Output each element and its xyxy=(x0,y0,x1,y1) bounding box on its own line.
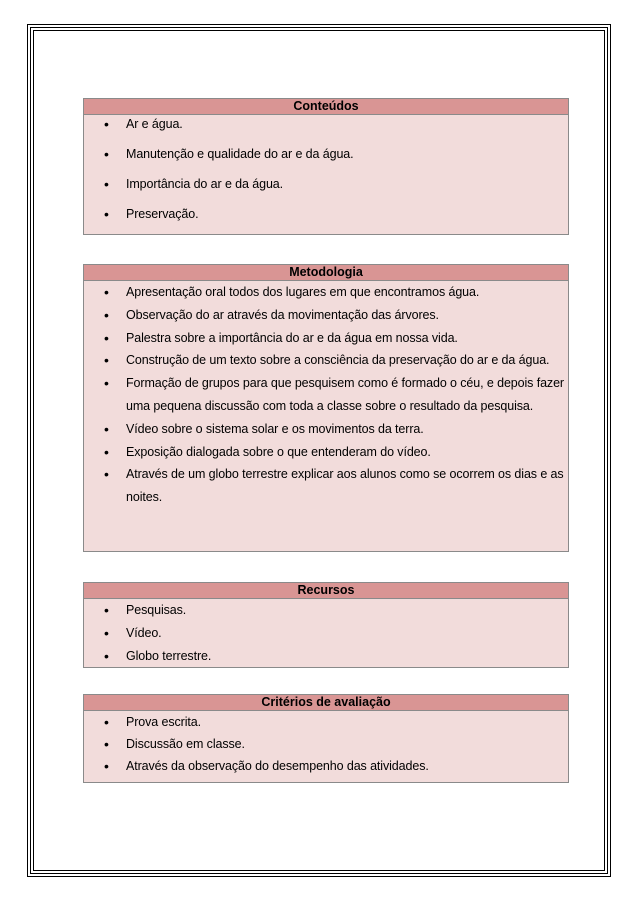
bullet-icon: • xyxy=(104,443,109,460)
list-item-text: Manutenção e qualidade do ar e da água. xyxy=(126,147,354,161)
list-item xyxy=(84,733,568,755)
list-item xyxy=(84,281,568,304)
list-item xyxy=(84,599,568,622)
bullet-icon: • xyxy=(104,466,109,483)
bullet-icon: • xyxy=(104,758,109,774)
bullet-icon: • xyxy=(104,648,109,664)
list-item-text: Através de um globo terrestre explicar aos alunos como se ocorrem os dias e as noites. xyxy=(126,467,564,505)
list-item-text: Globo terrestre. xyxy=(126,649,212,663)
section-title: Critérios de avaliação xyxy=(84,695,568,711)
bullet-list xyxy=(84,599,568,668)
list-item xyxy=(84,327,568,350)
list-item-text: Exposição dialogada sobre o que entenderam do vídeo. xyxy=(126,444,431,459)
bullet-icon: • xyxy=(104,625,109,641)
list-item-text: Palestra sobre a importância do ar e da água em nossa vida. xyxy=(126,330,458,345)
list-item-text: Construção de um texto sobre a consciência da preservação do ar e da água. xyxy=(126,353,550,368)
section-title: Conteúdos xyxy=(84,99,568,115)
list-item xyxy=(84,622,568,645)
list-item xyxy=(84,115,568,145)
list-item xyxy=(84,441,568,464)
list-item xyxy=(84,645,568,668)
section-criterios-de-avaliacao xyxy=(83,694,569,783)
bullet-icon: • xyxy=(104,176,109,192)
list-item-text: Importância do ar e da água. xyxy=(126,177,284,191)
section-title: Recursos xyxy=(84,583,568,599)
bullet-icon: • xyxy=(104,602,109,618)
list-item-text: Ar e água. xyxy=(126,117,183,131)
bullet-list xyxy=(84,281,568,509)
list-item xyxy=(84,205,568,235)
bullet-list xyxy=(84,115,568,235)
list-item xyxy=(84,175,568,205)
list-item-text: Vídeo sobre o sistema solar e os movimentos da terra. xyxy=(126,421,424,436)
bullet-icon: • xyxy=(104,306,109,323)
list-item-text: Prova escrita. xyxy=(126,715,202,729)
list-item-text: Através da observação do desempenho das atividades. xyxy=(126,759,429,773)
bullet-icon: • xyxy=(104,146,109,162)
section-title: Metodologia xyxy=(84,265,568,281)
section-metodologia xyxy=(83,264,569,552)
bullet-icon: • xyxy=(104,375,109,392)
list-item-text: Apresentação oral todos dos lugares em que encontramos água. xyxy=(126,285,480,299)
list-item xyxy=(84,372,568,418)
bullet-icon: • xyxy=(104,736,109,752)
bullet-icon: • xyxy=(104,206,109,222)
list-item xyxy=(84,304,568,327)
list-item xyxy=(84,349,568,372)
list-item xyxy=(84,711,568,733)
bullet-icon: • xyxy=(104,284,109,300)
list-item xyxy=(84,755,568,777)
list-item xyxy=(84,463,568,509)
bullet-icon: • xyxy=(104,420,109,437)
list-item-text: Preservação. xyxy=(126,207,199,221)
list-item-text: Pesquisas. xyxy=(126,603,187,617)
section-recursos xyxy=(83,582,569,668)
list-item-text: Observação do ar através da movimentação das árvores. xyxy=(126,307,439,322)
section-conteudos xyxy=(83,98,569,235)
bullet-icon: • xyxy=(104,329,109,346)
list-item-text: Formação de grupos para que pesquisem como é formado o céu, e depois fazer uma pequena discussão com toda a classe sobre o resultado da pesquisa. xyxy=(126,376,564,413)
list-item-text: Discussão em classe. xyxy=(126,737,245,751)
bullet-icon: • xyxy=(104,116,109,132)
list-item xyxy=(84,418,568,441)
list-item-text: Vídeo. xyxy=(126,626,162,640)
bullet-icon: • xyxy=(104,714,109,730)
list-item xyxy=(84,145,568,175)
bullet-list xyxy=(84,711,568,777)
bullet-icon: • xyxy=(104,352,109,369)
